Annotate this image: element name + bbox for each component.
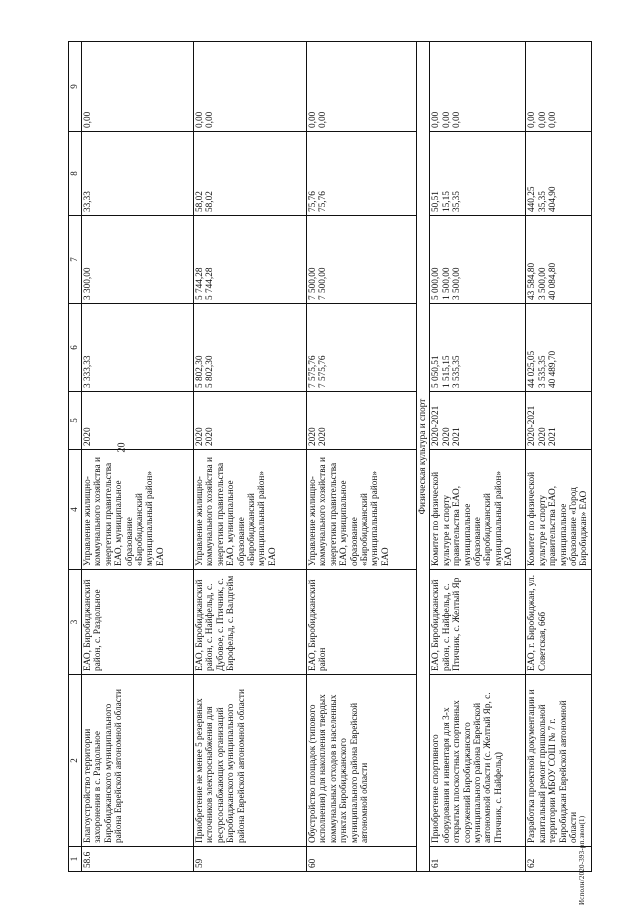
local-budget-value: 0,00 xyxy=(548,111,559,128)
regional-budget xyxy=(430,132,526,216)
row-number: 60 xyxy=(307,847,417,872)
event-name: Приобретение спортивного оборудования и инвентаря для 3-х открытых плоскостных спортивных сооружений Биробиджанского муниципального района Еврейской автономной области (с. Желтый Яр, с. Птичник, с. Найфельд) xyxy=(430,675,526,847)
regional-budget-value: 50,51 xyxy=(431,191,442,212)
regional-budget-value: 75,76 xyxy=(318,191,329,212)
local-budget-value: 0,00 xyxy=(441,111,452,128)
data-table xyxy=(68,41,592,872)
total-cost-value: 5 802,30 xyxy=(195,355,205,388)
total-cost-value: 5 050,51 xyxy=(431,355,442,388)
total-cost-value: 44 025,05 xyxy=(527,350,538,388)
regional-budget-value: 440,25 xyxy=(527,186,538,212)
regional-budget-value: 58,02 xyxy=(205,191,216,212)
section-row xyxy=(417,42,430,872)
row-number: 61 xyxy=(430,847,526,872)
local-budget-value: 0,00 xyxy=(318,111,329,128)
regional-budget xyxy=(82,132,194,216)
event-name: Благоустройство территории захоронения в с. Раздольное Биробиджанского муниципального района Еврейской автономной области xyxy=(82,675,194,847)
location: ЕАО, Биробиджанский район, с. Раздольное xyxy=(82,570,194,675)
location: ЕАО, Биробиджанский район xyxy=(307,570,417,675)
local-budget-value: 0,00 xyxy=(431,111,442,128)
years-value: 2020 xyxy=(308,427,318,446)
total-cost-value: 7 575,76 xyxy=(318,355,329,388)
local-budget-value: 0,00 xyxy=(205,111,216,128)
local-budget-value: 0,00 xyxy=(452,111,463,128)
local-budget xyxy=(526,42,591,132)
local-budget-value: 0,00 xyxy=(537,111,548,128)
years xyxy=(82,392,194,450)
total-cost xyxy=(430,304,526,392)
table-row xyxy=(526,42,591,872)
local-budget xyxy=(430,42,526,132)
years-value: 2020 xyxy=(195,427,205,446)
regional-budget-value: 404,90 xyxy=(548,186,559,212)
regional-budget-value: 35,35 xyxy=(537,191,548,212)
local-budget xyxy=(194,42,307,132)
column-header: 5 xyxy=(69,392,82,450)
event-name: Приобретение не менее 5 резервных источников электроснабжения для ресурсоснабжающих организаций Биробиджанского муниципального района Еврейской автономной области xyxy=(194,675,307,847)
local-budget-value: 0,00 xyxy=(527,111,538,128)
total-cost-value: 40 489,70 xyxy=(548,350,559,388)
location: ЕАО, г. Биробиджан, ул. Советская, 66б xyxy=(526,570,591,675)
federal-budget xyxy=(194,216,307,304)
table-row xyxy=(194,42,307,872)
column-header: 9 xyxy=(69,42,82,132)
row-number: 59 xyxy=(194,847,307,872)
years-value: 2020 xyxy=(441,427,452,446)
row-number: 62 xyxy=(526,847,591,872)
table-row xyxy=(82,42,194,872)
federal-budget-value: 5 000,00 xyxy=(431,267,442,300)
table-row xyxy=(430,42,526,872)
regional-budget-value: 58,02 xyxy=(195,191,205,212)
federal-budget-value: 1 500,00 xyxy=(441,267,452,300)
event-name: Разработка проектной документации и капитальный ремонт пришкольной территории МБОУ СОШ № 7 г. Биробиджан Еврейской автономной области xyxy=(526,675,591,847)
total-cost-value: 5 802,30 xyxy=(205,355,216,388)
regional-budget xyxy=(526,132,591,216)
federal-budget xyxy=(526,216,591,304)
local-budget xyxy=(82,42,194,132)
federal-budget-value: 7 500,00 xyxy=(318,267,329,300)
section-title: Физическая культура и спорт xyxy=(417,42,430,872)
federal-budget-value: 3 500,00 xyxy=(537,267,548,300)
executor: Управление жилищно-коммунального хозяйства и энергетики правительства ЕАО, муниципальное образование «Биробиджанский муниципальный район» ЕАО xyxy=(307,450,417,570)
regional-budget-value: 35,35 xyxy=(452,191,463,212)
column-header: 7 xyxy=(69,216,82,304)
years xyxy=(307,392,417,450)
years xyxy=(526,392,591,450)
column-header: 8 xyxy=(69,132,82,216)
total-cost-value: 7 575,76 xyxy=(308,355,318,388)
years-value: 2020 xyxy=(205,427,216,446)
table-row xyxy=(307,42,417,872)
location: ЕАО, Биробиджанский район, с. Найфельд, с. Птичник, с. Желтый Яр xyxy=(430,570,526,675)
column-header: 4 xyxy=(69,450,82,570)
years-value: 2020 xyxy=(83,427,93,446)
column-header: 1 xyxy=(69,847,82,872)
federal-budget-value: 3 300,00 xyxy=(83,267,93,300)
total-cost xyxy=(526,304,591,392)
total-cost xyxy=(194,304,307,392)
total-cost-value: 3 535,35 xyxy=(452,355,463,388)
regional-budget xyxy=(307,132,417,216)
federal-budget-value: 5 744,28 xyxy=(205,267,216,300)
regional-budget-value: 75,76 xyxy=(308,191,318,212)
years-value: 2020-2021 xyxy=(431,405,442,446)
years xyxy=(194,392,307,450)
location: ЕАО, Биробиджанский район, с. Найфельд, с. Дубовое, с. Птичник, с. Бирофельд, с. Валдгейм xyxy=(194,570,307,675)
total-cost xyxy=(307,304,417,392)
local-budget xyxy=(307,42,417,132)
executor: Управление жилищно-коммунального хозяйства и энергетики правительства ЕАО, муниципальное образование «Биробиджанский муниципальный район» ЕАО xyxy=(82,450,194,570)
total-cost xyxy=(82,304,194,392)
row-number: 58.6 xyxy=(82,847,194,872)
executor: Комитет по физической культуре и спорту правительства ЕАО, муниципальное образование «Город Биробиджан» ЕАО xyxy=(526,450,591,570)
regional-budget-value: 15,15 xyxy=(441,191,452,212)
local-budget-value: 0,00 xyxy=(195,111,205,128)
federal-budget xyxy=(82,216,194,304)
regional-budget-value: 33,33 xyxy=(83,191,93,212)
years-value: 2021 xyxy=(548,427,559,446)
years-value: 2020 xyxy=(537,427,548,446)
rotated-page xyxy=(68,42,608,872)
column-header: 2 xyxy=(69,675,82,847)
federal-budget xyxy=(430,216,526,304)
federal-budget-value: 40 084,80 xyxy=(548,262,559,300)
years-value: 2021 xyxy=(452,427,463,446)
page-number: 20 xyxy=(116,442,128,453)
column-header: 3 xyxy=(69,570,82,675)
years-value: 2020 xyxy=(318,427,329,446)
total-cost-value: 1 515,15 xyxy=(441,355,452,388)
federal-budget xyxy=(307,216,417,304)
federal-budget-value: 3 500,00 xyxy=(452,267,463,300)
executor: Управление жилищно-коммунального хозяйства и энергетики правительства ЕАО, муниципальное образование «Биробиджанский муниципальный район» ЕАО xyxy=(194,450,307,570)
federal-budget-value: 7 500,00 xyxy=(308,267,318,300)
federal-budget-value: 43 584,80 xyxy=(527,262,538,300)
regional-budget xyxy=(194,132,307,216)
years-value: 2020-2021 xyxy=(527,405,538,446)
federal-budget-value: 5 744,28 xyxy=(195,267,205,300)
header-row xyxy=(69,42,82,872)
footnote: Исполн/2020-393-рп.звон(1) xyxy=(578,815,586,905)
local-budget-value: 0,00 xyxy=(83,111,93,128)
total-cost-value: 3 333,33 xyxy=(83,355,93,388)
total-cost-value: 3 535,35 xyxy=(537,355,548,388)
column-header: 6 xyxy=(69,304,82,392)
years xyxy=(430,392,526,450)
executor: Комитет по физической культуре и спорту правительства ЕАО, муниципальное образование «Биробиджанский муниципальный район» ЕАО xyxy=(430,450,526,570)
local-budget-value: 0,00 xyxy=(308,111,318,128)
event-name: Обустройство площадок (типового исполнения) для накопления твердых коммунальных отходов в населенных пунктах Биробиджанского муниципального района Еврейской автономной области xyxy=(307,675,417,847)
